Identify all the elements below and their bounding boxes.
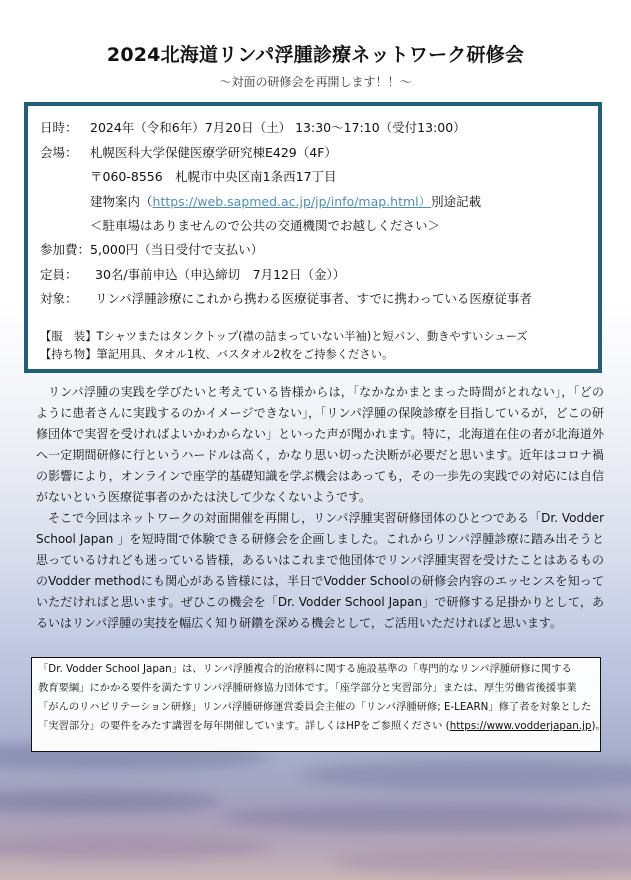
- belongings-label: 【持ち物】: [40, 348, 97, 361]
- map-row: [90, 192, 481, 210]
- page-subtitle: ～対面の研修会を再開します！！～: [219, 75, 412, 89]
- note-line-4-prefix: 「実習部分」の要件をみたす講習を毎年開催しています。詳しくはHPをご参照ください (: [38, 720, 450, 732]
- note-line-2: 教育要綱」にかかる要件を満たすリンパ浮腫研修協力団体です。「座学部分と実習部分」または、厚生労働省後援事業: [38, 682, 577, 694]
- venue-name: 札幌医科大学保健医療学研究棟E429（4F）: [90, 145, 337, 160]
- belongings-value: 筆記用具、タオル1枚、バスタオル2枚をご持参ください。: [96, 348, 394, 361]
- date-row: [40, 118, 466, 136]
- date-value: 2024年（令和6年）7月20日（土） 13:30〜17:10（受付13:00）: [90, 120, 466, 135]
- note-line-4-suffix: )。: [591, 720, 606, 732]
- fee-value: 5,000円（当日受付で支払い）: [90, 242, 264, 257]
- body-paragraph-2: そこで今回はネットワークの対面開催を再開し，リンパ浮腫実習研修団体のひとつである「Dr. Vodder School Japan 」を短時間で体験できる研修会を企画しました。これからリンパ浮腫診療に踏み出そうと思っているけれども迷っている皆様，あるいはこれまで他団体でリンパ浮腫実習を受けたことはあるもののVodder methodにも関心がある皆様には，半日でVodder Schoolの研修会内容のエッセンスを知っていただければと思います。ぜひこの機会を「Dr. Vodder School Japan」で研修する足掛かりとして，あるいはリンパ浮腫の実技を幅広く知り研鑽を深める機会として，ご活用いただければと思います。: [36, 511, 604, 630]
- venue-label: 会場：: [40, 145, 78, 160]
- cloud-decoration: [330, 848, 631, 876]
- capacity-label: 定員：: [40, 267, 78, 282]
- clothing-value: Tシャツまたはタンクトップ(襟の詰まっていない半袖)と短パン、動きやすいシューズ: [96, 330, 528, 343]
- clothing-row: [40, 328, 528, 344]
- cloud-decoration: [0, 790, 220, 812]
- fee-label: 参加費：: [40, 242, 91, 257]
- venue-row: [40, 143, 337, 161]
- cloud-decoration: [220, 805, 631, 831]
- note-line-3: 「がんのリハビリテーション研修」リンパ浮腫研修運営委員会主催の「リンパ浮腫研修; E-LEARN」修了者を対象とした: [38, 701, 592, 713]
- target-row: [40, 289, 532, 307]
- map-note: 別途記載: [431, 194, 482, 209]
- cloud-decoration: [300, 760, 631, 790]
- body-text: [36, 382, 604, 634]
- capacity-row: [40, 265, 345, 283]
- target-label: 対象：: [40, 291, 78, 306]
- clothing-label: 【服 装】: [40, 330, 97, 343]
- body-paragraph-1: リンパ浮腫の実践を学びたいと考えている皆様からは，「なかなかまとまった時間がとれない」，「どのように患者さんに実践するのかイメージできない」，「リンパ浮腫の保険診療を目指しているが，どこの研修団体で実習を受ければよいかわからない」といった声が聞かれます。特に，北海道在住の者が北海道外へ一定期間研修に行というハードルは高く，かなり思い切った決断が必要だと思います。近年はコロナ禍の影響により，オンラインで座学的基礎知識を学ぶ機会はあっても，その一歩先の実践での対応には自信がないという医療従事者のかたは決して少なくないようです。: [36, 385, 604, 504]
- page-title: 2024北海道リンパ浮腫診療ネットワーク研修会: [106, 44, 525, 66]
- cloud-decoration: [0, 835, 270, 859]
- venue-address: 〒060-8556 札幌市中央区南1条西17丁目: [90, 169, 337, 184]
- event-info-box: [24, 102, 602, 373]
- school-note-box: [31, 657, 606, 752]
- note-line-1: 「Dr. Vodder School Japan」は、リンパ浮腫複合的治療料に関する施設基準の「専門的なリンパ浮腫研修に関する: [38, 663, 572, 675]
- parking-note: ＜駐車場はありませんので公共の交通機関でお越しください＞: [90, 218, 441, 233]
- map-prefix: 建物案内（: [90, 194, 153, 209]
- fee-row: [40, 240, 263, 258]
- vodder-website-link[interactable]: https://www.vodderjapan.jp: [449, 720, 592, 732]
- map-link[interactable]: https://web.sapmed.ac.jp/jp/info/map.html）: [152, 194, 432, 209]
- target-value: リンパ浮腫診療にこれから携わる医療従事者、すでに携わっている医療従事者: [95, 291, 532, 306]
- date-label: 日時：: [40, 120, 78, 135]
- belongings-row: [40, 346, 393, 362]
- note-line-4: [38, 717, 606, 736]
- capacity-value: 30名/事前申込（申込締切 7月12日（金））: [95, 267, 346, 282]
